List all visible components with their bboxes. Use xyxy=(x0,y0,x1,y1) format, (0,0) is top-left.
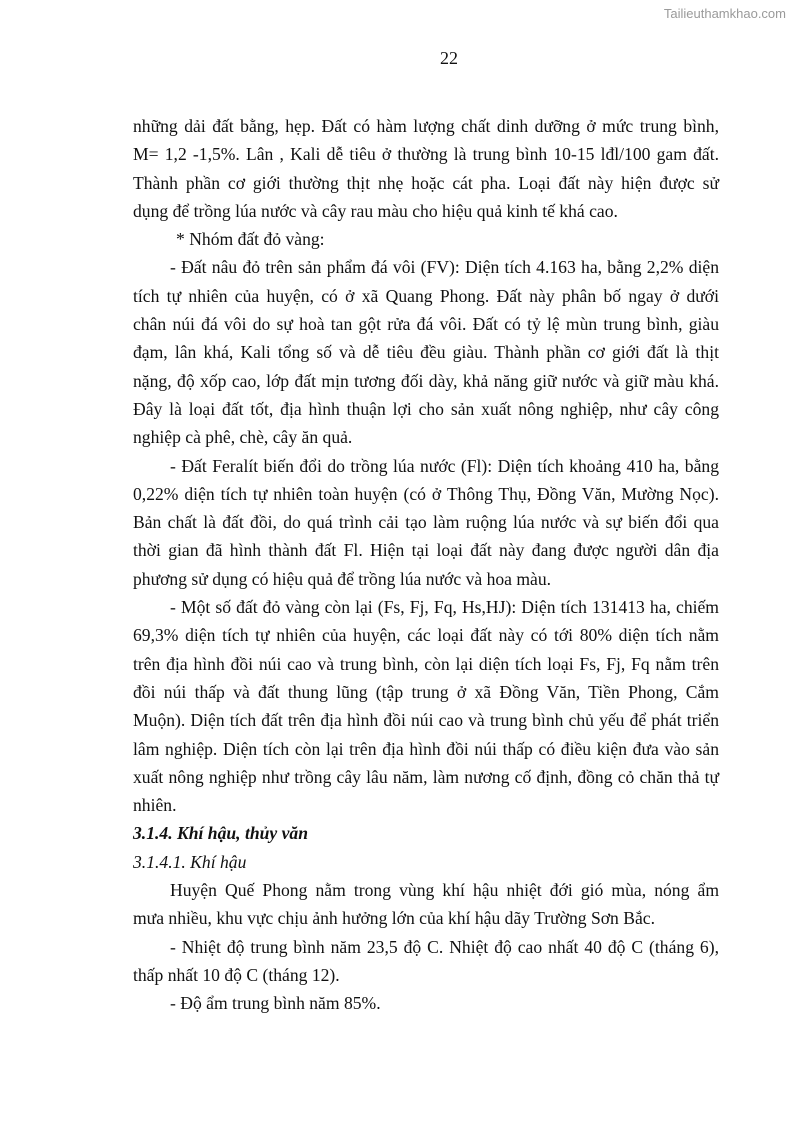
text-line: xuất nông nghiệp như trồng cây lâu năm, làm nương cố định, đồng cỏ chăn thả tự xyxy=(133,766,719,787)
text-line: mưa nhiều, khu vực chịu ảnh hưởng lớn của khí hậu dãy Trường Sơn Bắc. xyxy=(133,908,655,929)
text-line: Bản chất là đất đồi, do quá trình cải tạo làm ruộng lúa nước và sự biến đổi qua xyxy=(133,512,719,533)
text-line: tích tự nhiên của huyện, có ở xã Quang Phong. Đất này phân bố ngay ở dưới xyxy=(133,285,719,306)
text-line: nghiệp cà phê, chè, cây ăn quả. xyxy=(133,427,353,448)
text-line: những dải đất bằng, hẹp. Đất có hàm lượng chất dinh dưỡng ở mức trung bình, xyxy=(133,116,719,136)
text-line: - Độ ẩm trung bình năm 85%. xyxy=(170,993,381,1014)
text-line: phương sử dụng có hiệu quả để trồng lúa nước và hoa màu. xyxy=(133,568,552,589)
paragraph xyxy=(133,452,719,593)
text-line: thời gian đã hình thành đất Fl. Hiện tại loại đất này đang được người dân địa xyxy=(133,540,719,561)
text-line: chân núi đá vôi do sự hoà tan gột rửa đá vôi. Đất có tỷ lệ mùn trung bình, giàu xyxy=(133,314,719,335)
section-heading xyxy=(133,819,719,847)
paragraph xyxy=(133,876,719,933)
text-line: - Đất Feralít biến đổi do trồng lúa nước (Fl): Diện tích khoảng 410 ha, bằng xyxy=(170,455,719,476)
text-line: nặng, độ xốp cao, lớp đất mịn tương đối dày, khả năng giữ nước và giữ màu khá. xyxy=(133,370,719,391)
document-body xyxy=(133,112,719,1018)
paragraph xyxy=(133,225,719,253)
page-number: 22 xyxy=(440,48,458,68)
paragraph xyxy=(133,253,719,451)
text-line: - Nhiệt độ trung bình năm 23,5 độ C. Nhiệt độ cao nhất 40 độ C (tháng 6), xyxy=(170,936,719,957)
paragraph xyxy=(133,989,719,1017)
subsection-heading xyxy=(133,848,719,876)
text-line: dụng để trồng lúa nước và cây rau màu cho hiệu quả kinh tế khá cao. xyxy=(133,200,618,221)
text-line: Huyện Quế Phong nằm trong vùng khí hậu nhiệt đới gió mùa, nóng ẩm xyxy=(170,880,719,901)
text-line: nhiên. xyxy=(133,795,177,816)
text-line: * Nhóm đất đỏ vàng: xyxy=(176,229,325,250)
text-line: lâm nghiệp. Diện tích còn lại trên địa hình đồi núi thấp có điều kiện đưa vào sản xyxy=(133,738,719,759)
text-line: Đây là loại đất tốt, địa hình thuận lợi cho sản xuất nông nghiệp, như cây công xyxy=(133,398,719,419)
text-line: trên địa hình đồi núi cao và trung bình, còn lại diện tích loại Fs, Fj, Fq nằm trên xyxy=(133,653,719,674)
paragraph xyxy=(133,112,719,225)
text-line: đạm, lân khá, Kali tổng số và dễ tiêu đều giàu. Thành phần cơ giới đất là thịt xyxy=(133,342,719,363)
text-line: thấp nhất 10 độ C (tháng 12). xyxy=(133,964,340,985)
text-line: Muộn). Diện tích đất trên địa hình đồi núi cao và trung bình chủ yếu để phát triển xyxy=(133,710,719,731)
text-line: 69,3% diện tích tự nhiên của huyện, các loại đất này có tới 80% diện tích nằm xyxy=(133,625,719,646)
text-line: M= 1,2 -1,5%. Lân , Kali dễ tiêu ở thường là trung bình 10-15 lđl/100 gam đất. xyxy=(133,144,719,165)
paragraph xyxy=(133,933,719,990)
paragraph xyxy=(133,593,719,819)
text-line: - Một số đất đỏ vàng còn lại (Fs, Fj, Fq, Hs,HJ): Diện tích 131413 ha, chiếm xyxy=(170,597,719,618)
text-line: Thành phần cơ giới thường thịt nhẹ hoặc cát pha. Loại đất này hiện được sử xyxy=(133,172,719,193)
text-line: 3.1.4.1. Khí hậu xyxy=(133,851,247,872)
text-line: - Đất nâu đỏ trên sản phẩm đá vôi (FV): Diện tích 4.163 ha, bằng 2,2% diện xyxy=(170,257,719,278)
watermark: Tailieuthamkhao.com xyxy=(663,6,786,21)
text-line: đồi núi thấp và đất thung lũng (tập trung ở xã Đồng Văn, Tiền Phong, Cắm xyxy=(133,681,719,702)
text-line: 3.1.4. Khí hậu, thủy văn xyxy=(133,823,309,844)
text-line: 0,22% diện tích tự nhiên toàn huyện (có ở Thông Thụ, Đồng Văn, Mường Nọc). xyxy=(133,483,719,504)
